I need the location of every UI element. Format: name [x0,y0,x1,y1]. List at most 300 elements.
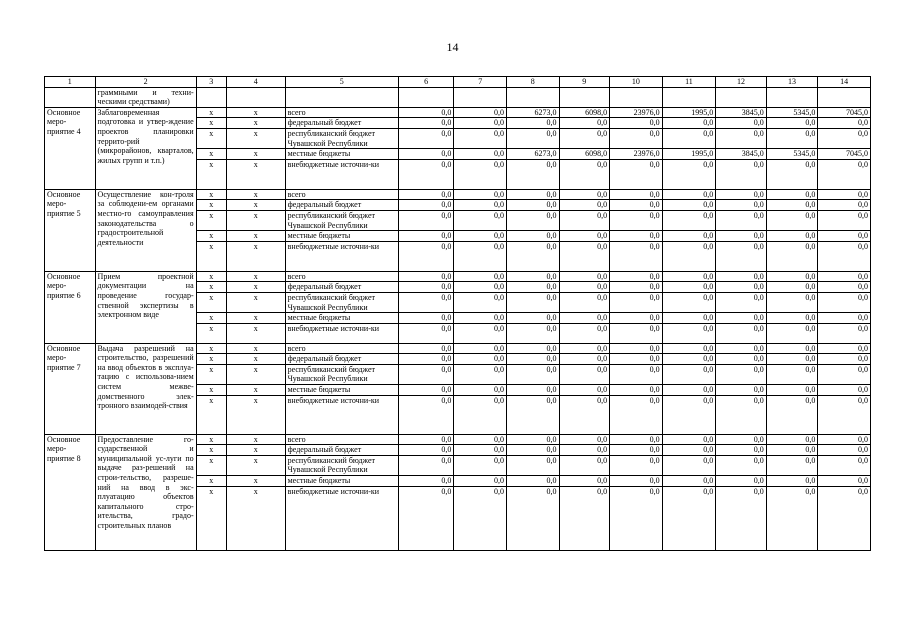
value-cell: 0,0 [559,445,610,456]
value-cell: 0,0 [766,486,818,550]
funding-source: федеральный бюджет [285,200,398,211]
col-4-mark: x [226,159,285,189]
column-number-3: 3 [196,77,226,88]
funding-source: федеральный бюджет [285,118,398,129]
col-3-mark: x [196,292,226,312]
table-row [45,189,871,200]
value-cell: 0,0 [398,385,454,396]
value-cell: 0,0 [766,434,818,445]
funding-source: внебюджетные источни-ки [285,323,398,343]
value-cell: 0,0 [454,354,507,365]
value-cell: 0,0 [454,189,507,200]
value-cell: 0,0 [398,323,454,343]
value-cell: 0,0 [662,445,716,456]
value-cell: 0,0 [716,118,767,129]
value-cell: 0,0 [662,159,716,189]
col-3-mark: x [196,159,226,189]
value-cell: 0,0 [398,241,454,271]
value-cell: 0,0 [662,200,716,211]
value-cell: 0,0 [662,364,716,384]
value-cell: 0,0 [716,445,767,456]
col-4-mark: x [226,189,285,200]
value-cell: 0,0 [766,231,818,242]
value-cell: 0,0 [766,455,818,475]
value-cell: 0,0 [610,118,663,129]
value-cell: 0,0 [398,159,454,189]
funding-source: федеральный бюджет [285,445,398,456]
column-number-11: 11 [662,77,716,88]
value-cell: 0,0 [716,323,767,343]
value-cell: 0,0 [398,486,454,550]
value-cell: 0,0 [662,231,716,242]
value-cell: 0,0 [398,107,454,118]
value-cell: 0,0 [610,434,663,445]
value-cell: 0,0 [506,231,559,242]
empty-cell [610,87,663,107]
value-cell: 0,0 [398,343,454,354]
value-cell: 0,0 [506,128,559,148]
value-cell: 0,0 [818,313,871,324]
col-4-mark: x [226,128,285,148]
value-cell: 0,0 [818,118,871,129]
value-cell: 0,0 [559,343,610,354]
value-cell: 0,0 [766,343,818,354]
value-cell: 0,0 [559,354,610,365]
value-cell: 0,0 [559,231,610,242]
value-cell: 0,0 [766,385,818,396]
value-cell: 7045,0 [818,149,871,160]
value-cell: 0,0 [398,354,454,365]
value-cell: 0,0 [559,486,610,550]
value-cell: 0,0 [766,241,818,271]
col-4-mark: x [226,313,285,324]
value-cell: 0,0 [559,455,610,475]
value-cell: 0,0 [506,476,559,487]
funding-source: республиканский бюджет Чувашской Республики [285,455,398,475]
value-cell: 0,0 [766,159,818,189]
value-cell: 0,0 [610,455,663,475]
col-4-mark: x [226,434,285,445]
col-4-mark: x [226,455,285,475]
value-cell: 0,0 [454,149,507,160]
col-4-mark: x [226,210,285,230]
value-cell: 0,0 [610,343,663,354]
value-cell: 0,0 [818,271,871,282]
column-number-7: 7 [454,77,507,88]
value-cell: 0,0 [818,445,871,456]
table-body [45,77,871,551]
value-cell: 0,0 [398,271,454,282]
value-cell: 0,0 [716,434,767,445]
empty-cell [559,87,610,107]
col-3-mark: x [196,149,226,160]
value-cell: 3845,0 [716,149,767,160]
value-cell: 0,0 [559,118,610,129]
column-number-2: 2 [95,77,196,88]
value-cell: 0,0 [610,364,663,384]
value-cell: 0,0 [818,241,871,271]
value-cell: 0,0 [559,189,610,200]
value-cell: 0,0 [610,159,663,189]
value-cell: 0,0 [506,292,559,312]
value-cell: 0,0 [610,313,663,324]
col-3-mark: x [196,189,226,200]
value-cell: 0,0 [506,434,559,445]
column-number-1: 1 [45,77,96,88]
value-cell: 0,0 [559,282,610,293]
value-cell: 0,0 [506,354,559,365]
col-3-mark: x [196,210,226,230]
value-cell: 0,0 [716,354,767,365]
value-cell: 0,0 [454,385,507,396]
value-cell: 0,0 [716,159,767,189]
col-4-mark: x [226,385,285,396]
funding-source: республиканский бюджет Чувашской Республики [285,364,398,384]
col-3-mark: x [196,385,226,396]
value-cell: 0,0 [454,241,507,271]
value-cell: 0,0 [559,159,610,189]
value-cell: 0,0 [610,200,663,211]
value-cell: 0,0 [506,200,559,211]
activity-name: Основное меро-приятие 8 [45,434,96,550]
value-cell: 6098,0 [559,149,610,160]
value-cell: 0,0 [662,476,716,487]
value-cell: 0,0 [506,385,559,396]
col-3-mark: x [196,282,226,293]
col-4-mark: x [226,149,285,160]
col-4-mark: x [226,241,285,271]
funding-source: внебюджетные источни-ки [285,241,398,271]
value-cell: 0,0 [506,271,559,282]
col-3-mark: x [196,241,226,271]
value-cell: 0,0 [818,210,871,230]
value-cell: 0,0 [610,210,663,230]
empty-cell [226,87,285,107]
value-cell: 23976,0 [610,107,663,118]
funding-source: всего [285,271,398,282]
column-number-10: 10 [610,77,663,88]
value-cell: 0,0 [818,343,871,354]
value-cell: 0,0 [559,385,610,396]
value-cell: 0,0 [662,385,716,396]
value-cell: 0,0 [716,210,767,230]
value-cell: 0,0 [818,455,871,475]
value-cell: 6273,0 [506,149,559,160]
value-cell: 0,0 [454,118,507,129]
value-cell: 0,0 [610,231,663,242]
col-4-mark: x [226,354,285,365]
value-cell: 0,0 [662,323,716,343]
value-cell: 0,0 [506,159,559,189]
activity-description: Прием проектной документации на проведение государ-ственной экспертизы в электронном виде [95,271,196,343]
value-cell: 0,0 [716,476,767,487]
col-3-mark: x [196,476,226,487]
value-cell: 0,0 [766,445,818,456]
col-3-mark: x [196,434,226,445]
value-cell: 3845,0 [716,107,767,118]
value-cell: 0,0 [766,210,818,230]
funding-source: местные бюджеты [285,313,398,324]
value-cell: 0,0 [506,486,559,550]
value-cell: 0,0 [818,385,871,396]
activity-name: Основное меро-приятие 4 [45,107,96,189]
value-cell: 0,0 [716,271,767,282]
activity-description: Осуществление кон-троля за соблюдени-ем органами местно-го самоуправления законодательства о градостроительной деятельности [95,189,196,271]
value-cell: 0,0 [716,189,767,200]
col-4-mark: x [226,107,285,118]
value-cell: 0,0 [559,210,610,230]
value-cell: 0,0 [662,271,716,282]
value-cell: 0,0 [610,128,663,148]
value-cell: 0,0 [716,292,767,312]
budget-table [44,76,871,551]
value-cell: 0,0 [716,231,767,242]
col-4-mark: x [226,395,285,434]
value-cell: 0,0 [662,282,716,293]
activity-name: Основное меро-приятие 5 [45,189,96,271]
value-cell: 0,0 [610,445,663,456]
col-3-mark: x [196,118,226,129]
value-cell: 0,0 [454,313,507,324]
col-4-mark: x [226,292,285,312]
activity-description: Выдача разрешений на строительство, разрешений на ввод объектов в эксплуа-тацию с использова-нием систем межве-домственного элек-тронного взаимодей-ствия [95,343,196,434]
value-cell: 0,0 [716,200,767,211]
column-number-8: 8 [506,77,559,88]
empty-cell [196,87,226,107]
continuation-cell-1 [45,87,96,107]
value-cell: 0,0 [610,189,663,200]
value-cell: 0,0 [506,323,559,343]
value-cell: 0,0 [610,395,663,434]
value-cell: 0,0 [454,210,507,230]
value-cell: 0,0 [716,364,767,384]
col-3-mark: x [196,343,226,354]
value-cell: 0,0 [398,476,454,487]
empty-cell [506,87,559,107]
value-cell: 0,0 [398,292,454,312]
value-cell: 0,0 [662,343,716,354]
activity-description: Заблаговременная подготовка и утвер-ждение проектов планировки террито-рий (микрорайонов, кварталов, жилых групп и т.п.) [95,107,196,189]
value-cell: 0,0 [559,323,610,343]
continuation-text: граммными и техни-ческими средствами) [95,87,196,107]
value-cell: 0,0 [559,364,610,384]
value-cell: 0,0 [559,395,610,434]
value-cell: 0,0 [662,241,716,271]
col-4-mark: x [226,476,285,487]
value-cell: 0,0 [506,364,559,384]
value-cell: 0,0 [818,292,871,312]
value-cell: 0,0 [506,282,559,293]
table-row [45,271,871,282]
value-cell: 0,0 [716,385,767,396]
funding-source: местные бюджеты [285,476,398,487]
col-4-mark: x [226,118,285,129]
funding-source: республиканский бюджет Чувашской Республики [285,292,398,312]
col-3-mark: x [196,200,226,211]
value-cell: 0,0 [506,118,559,129]
value-cell: 0,0 [818,486,871,550]
column-number-6: 6 [398,77,454,88]
value-cell: 0,0 [818,434,871,445]
value-cell: 0,0 [818,159,871,189]
value-cell: 0,0 [716,241,767,271]
activity-name: Основное меро-приятие 6 [45,271,96,343]
value-cell: 0,0 [398,282,454,293]
value-cell: 0,0 [766,118,818,129]
value-cell: 0,0 [610,323,663,343]
value-cell: 1995,0 [662,149,716,160]
value-cell: 0,0 [818,354,871,365]
value-cell: 0,0 [610,385,663,396]
value-cell: 0,0 [610,292,663,312]
value-cell: 0,0 [559,313,610,324]
value-cell: 0,0 [662,118,716,129]
funding-source: местные бюджеты [285,385,398,396]
value-cell: 0,0 [559,241,610,271]
funding-source: республиканский бюджет Чувашской Республики [285,210,398,230]
value-cell: 0,0 [662,486,716,550]
col-3-mark: x [196,395,226,434]
empty-cell [818,87,871,107]
value-cell: 0,0 [454,282,507,293]
table-row [45,107,871,118]
col-4-mark: x [226,364,285,384]
empty-cell [716,87,767,107]
value-cell: 0,0 [610,241,663,271]
value-cell: 0,0 [454,271,507,282]
table-row [45,343,871,354]
col-4-mark: x [226,323,285,343]
value-cell: 0,0 [818,200,871,211]
value-cell: 0,0 [716,128,767,148]
empty-cell [285,87,398,107]
value-cell: 0,0 [559,128,610,148]
value-cell: 0,0 [454,434,507,445]
value-cell: 6098,0 [559,107,610,118]
value-cell: 0,0 [610,354,663,365]
value-cell: 0,0 [398,118,454,129]
value-cell: 0,0 [716,282,767,293]
value-cell: 0,0 [766,271,818,282]
value-cell: 6273,0 [506,107,559,118]
value-cell: 0,0 [506,445,559,456]
funding-source: внебюджетные источни-ки [285,395,398,434]
value-cell: 0,0 [559,292,610,312]
col-3-mark: x [196,445,226,456]
value-cell: 0,0 [454,231,507,242]
value-cell: 0,0 [818,323,871,343]
value-cell: 0,0 [506,241,559,271]
value-cell: 0,0 [454,292,507,312]
activity-description: Предоставление го-сударственной и муниципальной ус-луги по выдаче раз-решений на строи-тельство, разреше-ний на ввод в экс-плуатацию объектов капитального стро-ительства, градо-строительных планов [95,434,196,550]
value-cell: 0,0 [662,128,716,148]
value-cell: 0,0 [766,313,818,324]
value-cell: 0,0 [398,364,454,384]
col-3-mark: x [196,364,226,384]
value-cell: 0,0 [766,395,818,434]
col-3-mark: x [196,313,226,324]
value-cell: 0,0 [454,445,507,456]
value-cell: 0,0 [818,128,871,148]
funding-source: всего [285,189,398,200]
col-4-mark: x [226,445,285,456]
value-cell: 5345,0 [766,107,818,118]
value-cell: 1995,0 [662,107,716,118]
value-cell: 0,0 [398,445,454,456]
col-4-mark: x [226,271,285,282]
value-cell: 0,0 [766,128,818,148]
value-cell: 0,0 [766,200,818,211]
col-3-mark: x [196,455,226,475]
column-number-5: 5 [285,77,398,88]
value-cell: 0,0 [398,128,454,148]
value-cell: 0,0 [662,210,716,230]
value-cell: 0,0 [662,354,716,365]
value-cell: 0,0 [766,354,818,365]
funding-source: республиканский бюджет Чувашской Республики [285,128,398,148]
column-number-12: 12 [716,77,767,88]
col-3-mark: x [196,486,226,550]
value-cell: 0,0 [454,486,507,550]
value-cell: 0,0 [662,189,716,200]
funding-source: федеральный бюджет [285,354,398,365]
value-cell: 0,0 [398,455,454,475]
col-4-mark: x [226,343,285,354]
funding-source: всего [285,107,398,118]
col-4-mark: x [226,282,285,293]
value-cell: 0,0 [662,292,716,312]
continuation-row [45,87,871,107]
value-cell: 0,0 [818,282,871,293]
col-3-mark: x [196,354,226,365]
value-cell: 0,0 [398,313,454,324]
col-3-mark: x [196,323,226,343]
value-cell: 0,0 [766,292,818,312]
value-cell: 0,0 [506,343,559,354]
value-cell: 0,0 [454,395,507,434]
value-cell: 0,0 [818,364,871,384]
value-cell: 0,0 [559,434,610,445]
value-cell: 0,0 [610,282,663,293]
value-cell: 0,0 [610,476,663,487]
col-3-mark: x [196,128,226,148]
col-3-mark: x [196,271,226,282]
funding-source: местные бюджеты [285,231,398,242]
col-4-mark: x [226,200,285,211]
funding-source: внебюджетные источни-ки [285,486,398,550]
value-cell: 0,0 [818,189,871,200]
value-cell: 0,0 [398,231,454,242]
value-cell: 5345,0 [766,149,818,160]
column-number-row [45,77,871,88]
value-cell: 0,0 [506,395,559,434]
value-cell: 0,0 [766,189,818,200]
value-cell: 0,0 [559,200,610,211]
funding-source: федеральный бюджет [285,282,398,293]
value-cell: 0,0 [454,455,507,475]
value-cell: 0,0 [454,107,507,118]
value-cell: 0,0 [398,200,454,211]
value-cell: 0,0 [818,476,871,487]
value-cell: 0,0 [454,128,507,148]
value-cell: 0,0 [454,200,507,211]
value-cell: 0,0 [454,364,507,384]
empty-cell [398,87,454,107]
empty-cell [454,87,507,107]
value-cell: 0,0 [610,271,663,282]
column-number-4: 4 [226,77,285,88]
value-cell: 0,0 [716,395,767,434]
